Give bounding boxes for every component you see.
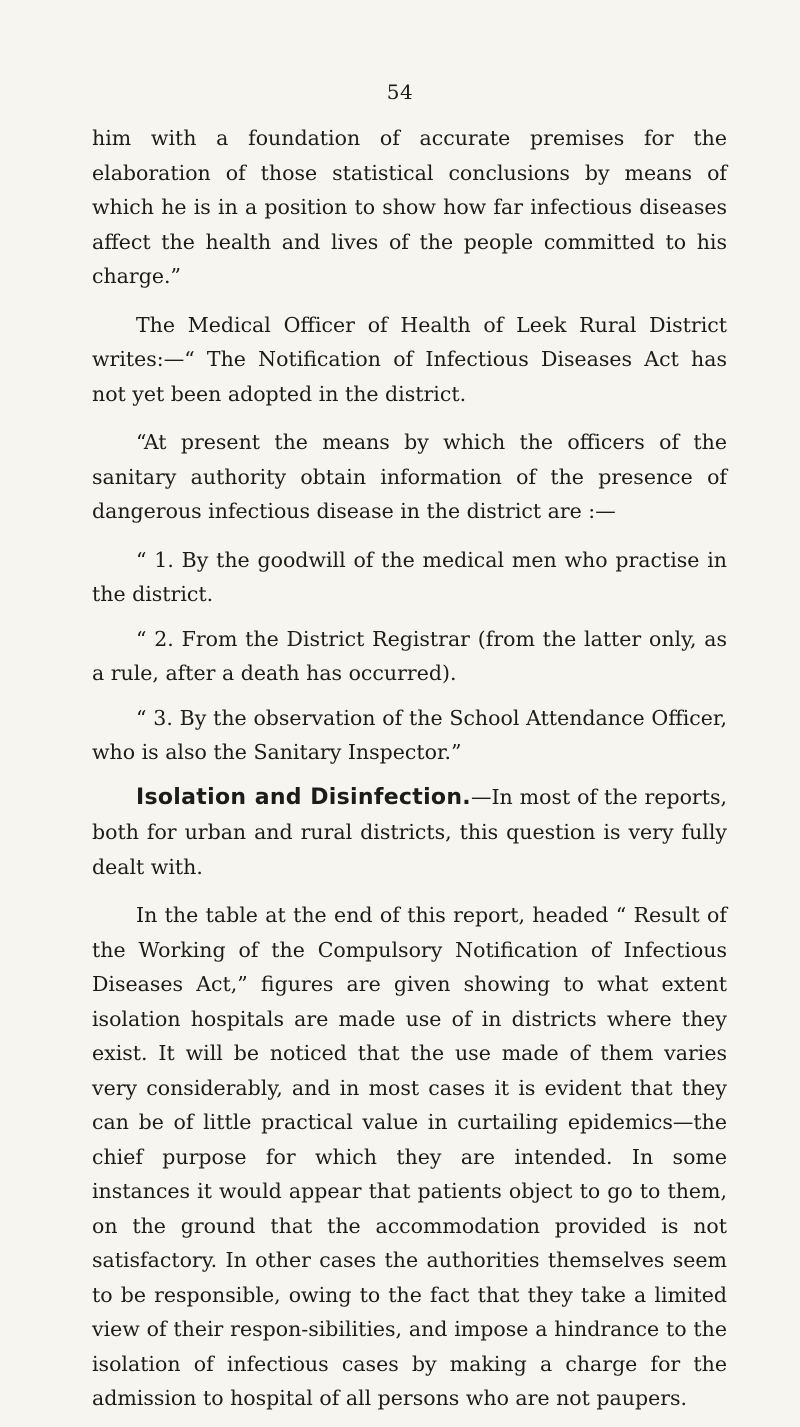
paragraph-leek-rural: The Medical Officer of Health of Leek Rural District writes:—“ The Notification of Infectious Diseases Act has not yet been adopted in the district.: [92, 312, 727, 406]
paragraph-present-means: “At present the means by which the officers of the sanitary authority obtain information of the presence of dangerous infectious disease in the district are :—: [92, 430, 727, 523]
list-item-attendance-officer: “ 3. By the observation of the School Attendance Officer, who is also the Sanitary Inspector.”: [92, 705, 727, 764]
paragraph-isolation: [92, 780, 727, 885]
list-item-registrar: “ 2. From the District Registrar (from the latter only, as a rule, after a death has occurred).: [92, 626, 727, 685]
paragraph-isolation-text: —In most of the reports, both for urban and rural districts, this question is very fully dealt with.: [92, 784, 727, 879]
body-text: [92, 121, 727, 1416]
paragraph-table-result: In the table at the end of this report, headed “ Result of the Working of the Compulsory Notification of Infectious Diseases Act,” figures are given showing to what extent isolation hospitals are made use of in districts where they exist. It will be noticed that the use made of them varies very considerably, and in most cases it is evident that they can be of little practical value in curtailing epidemics—the chief purpose for which they are intended. In some instances it would appear that patients object to go to them, on the ground that the accommodation provided is not satisfactory. In other cases the authorities themselves seem to be responsible, owing to the fact that they take a limited view of their respon-sibilities, and impose a hindrance to the isolation of infectious cases by making a charge for the admission to hospital of all persons who are not paupers.: [92, 903, 727, 1410]
paragraph-continuation: him with a foundation of accurate premises for the elaboration of those statistical conclusions by means of which he is in a position to show how far infectious diseases affect the health and lives of the people committed to his charge.”: [92, 126, 727, 288]
section-heading: Isolation and Disinfection.: [136, 784, 471, 810]
list-item-goodwill: “ 1. By the goodwill of the medical men who practise in the district.: [92, 547, 727, 606]
page-number: 54: [386, 80, 414, 104]
